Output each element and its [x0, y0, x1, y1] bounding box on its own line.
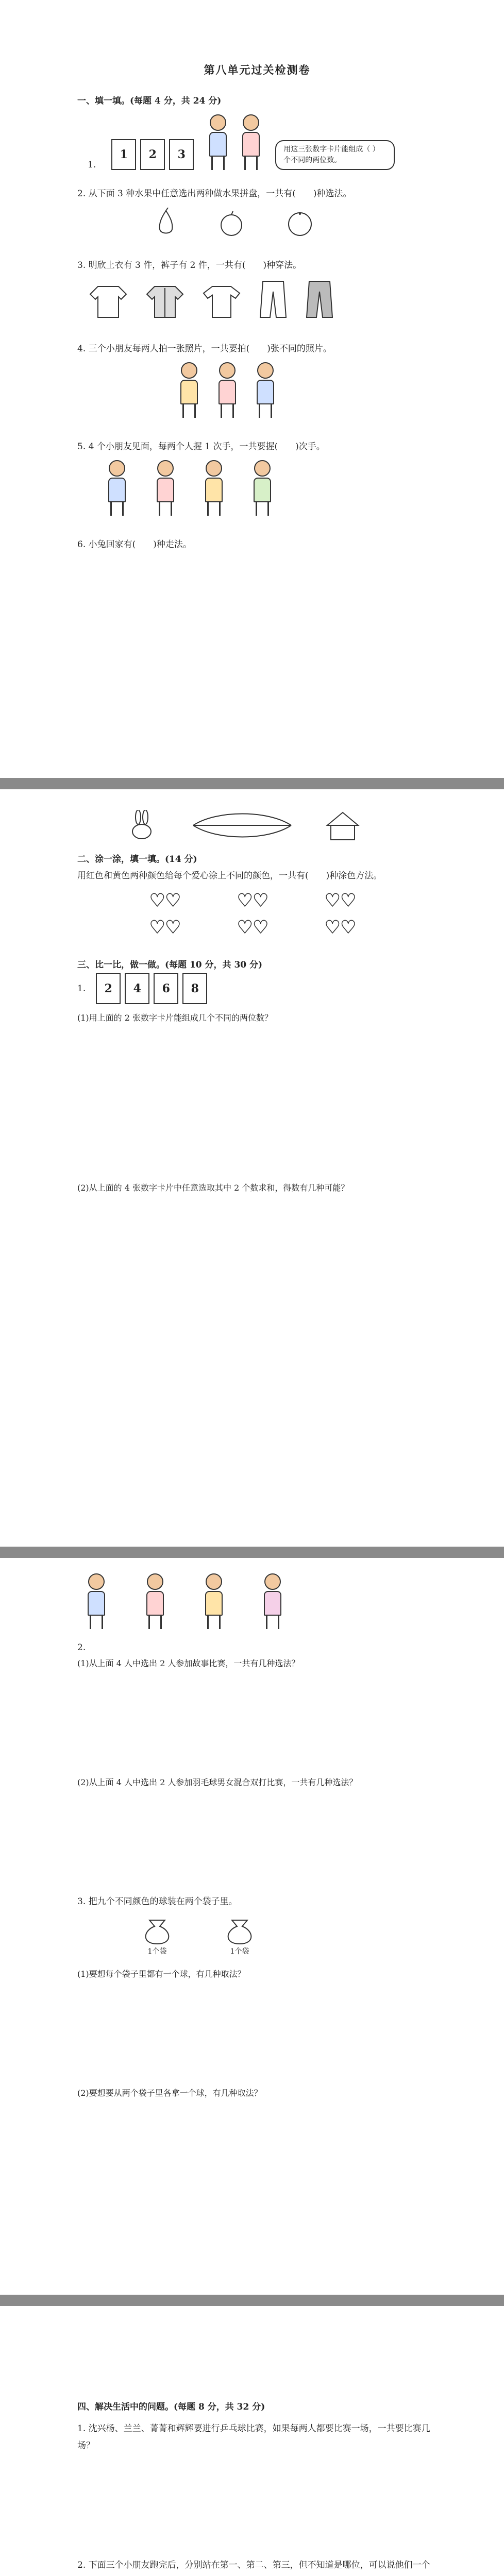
- kids-row: [77, 362, 437, 418]
- page-1: [0, 0, 504, 778]
- tshirt-icon: [201, 284, 242, 320]
- question-2: 2. 下面三个小朋友跑完后，分别站在第一、第二、第三，但不知道是哪位，可以说他们一个: [77, 2560, 430, 2570]
- orange-icon: [285, 211, 314, 236]
- question-3-part-1: (1)要想每个袋子里都有一个球，有几种取法？: [77, 1969, 246, 1979]
- bag-label: 1个袋: [147, 1947, 167, 1956]
- question-3-part-2: (2)要想要从两个袋子里各拿一个球，有几种取法？: [77, 2088, 262, 2098]
- heart-icon: ♥: [253, 917, 268, 938]
- question-1-part-2: (2)从上面的 4 张数字卡片中任意选取其中 2 个数求和，得数有几种可能？: [77, 1183, 349, 1193]
- rabbit-icon: [124, 810, 160, 841]
- question-1-part-1: (1)用上面的 2 张数字卡片能组成几个不同的两位数？: [77, 1012, 273, 1023]
- number-card: 4: [125, 973, 149, 1004]
- number-cards: [96, 973, 207, 1004]
- child-illustration: [205, 460, 223, 516]
- section-1-heading: 一、填一填。(每题 4 分，共 24 分): [77, 96, 222, 106]
- apple-icon: [219, 211, 244, 236]
- number-card: 1: [111, 139, 136, 170]
- pants-icon: [304, 279, 335, 320]
- child-illustration: [209, 114, 227, 170]
- heart-icon: ♥: [237, 917, 253, 938]
- question-1-label: 1.: [88, 160, 96, 171]
- bag-icon: [139, 1915, 175, 1946]
- child-illustration: [205, 1573, 223, 1629]
- question-coloring: 用红色和黄色两种颜色给每个爱心涂上不同的颜色，一共有( )种涂色方法。: [77, 871, 382, 882]
- page-title: 第八单元过关检测卷: [204, 63, 311, 76]
- bag-icon: [222, 1915, 258, 1946]
- heart-pair: [325, 919, 381, 936]
- page-separator: [0, 1547, 504, 1558]
- child-illustration: [146, 1573, 164, 1629]
- child-illustration: [108, 460, 126, 516]
- question-4: 4. 三个小朋友每两人拍一张照片，一共要拍( )张不同的照片。: [77, 343, 332, 354]
- kids-row: [77, 460, 437, 516]
- heart-pair: [237, 919, 294, 936]
- kids-row: [77, 1573, 437, 1629]
- number-cards: [111, 139, 194, 170]
- path-illustration: [77, 810, 437, 841]
- child-illustration: [254, 460, 271, 516]
- heart-icon: ♥: [253, 890, 268, 911]
- pants-icon: [258, 279, 289, 320]
- number-card: 2: [96, 973, 121, 1004]
- child-illustration: [219, 362, 236, 418]
- heart-pair: [325, 892, 381, 909]
- child-illustration: [264, 1573, 281, 1629]
- child-illustration: [157, 460, 174, 516]
- question-2-label: 2.: [77, 1642, 86, 1653]
- bags-row: [77, 1915, 437, 1956]
- pear-icon: [155, 208, 177, 236]
- heart-icon: ♥: [340, 917, 356, 938]
- section-4-heading: 四、解决生活中的问题。(每题 8 分，共 32 分): [77, 2402, 265, 2412]
- bag: [222, 1915, 258, 1956]
- page-separator: [0, 2295, 504, 2306]
- fruit-row: [77, 208, 437, 236]
- number-card: 6: [154, 973, 178, 1004]
- question-2-part-2: (2)从上面 4 人中选出 2 人参加羽毛球男女混合双打比赛，一共有几种选法？: [77, 1777, 358, 1787]
- heart-pair: [149, 919, 206, 936]
- child-illustration: [180, 362, 198, 418]
- heart-icon: ♥: [325, 917, 341, 938]
- question-5: 5. 4 个小朋友见面，每两个人握 1 次手，一共要握( )次手。: [77, 442, 325, 452]
- child-illustration: [242, 114, 260, 170]
- question-1: 1. 沈兴杨、兰兰、菁菁和辉辉要进行乒乓球比赛，如果每两人都要比赛一场，一共要比赛几场？: [77, 2424, 430, 2451]
- number-card: 2: [140, 139, 165, 170]
- number-card: 8: [182, 973, 207, 1004]
- number-card: 3: [169, 139, 194, 170]
- path-diagram: [191, 810, 294, 841]
- bag-label: 1个袋: [230, 1947, 249, 1956]
- section-2-heading: 二、涂一涂，填一填。(14 分): [77, 854, 197, 865]
- speech-bubble: 用这三张数字卡片能组成（ ）个不同的两位数。: [275, 140, 395, 170]
- question-3: 3. 把九个不同颜色的球装在两个袋子里。: [77, 1896, 238, 1907]
- heart-pair: [237, 892, 294, 909]
- question-3: 3. 明欣上衣有 3 件，裤子有 2 件，一共有( )种穿法。: [77, 260, 302, 270]
- page-separator: [0, 778, 504, 789]
- shirt-icon: [88, 284, 129, 320]
- section-3-heading: 三、比一比，做一做。(每题 10 分，共 30 分): [77, 959, 263, 970]
- heart-icon: ♥: [237, 890, 253, 911]
- question-2: 2. 从下面 3 种水果中任意选出两种做水果拼盘，一共有( )种选法。: [77, 189, 352, 199]
- page-3: [0, 1558, 504, 2295]
- heart-icon: ♥: [325, 890, 341, 911]
- heart-icon: ♥: [149, 890, 165, 911]
- heart-pair: [149, 892, 206, 909]
- hearts-grid: [77, 892, 437, 936]
- clothes-row: [77, 279, 437, 320]
- question-6: 6. 小兔回家有( )种走法。: [77, 539, 192, 550]
- heart-icon: ♥: [340, 890, 356, 911]
- question-1-label: 1.: [77, 983, 86, 994]
- heart-icon: ♥: [149, 917, 165, 938]
- child-illustration: [88, 1573, 105, 1629]
- house-icon: [325, 810, 361, 841]
- jacket-icon: [144, 284, 186, 320]
- child-illustration: [257, 362, 274, 418]
- bag: [139, 1915, 175, 1956]
- page-4: [0, 2306, 504, 2576]
- heart-icon: ♥: [165, 890, 181, 911]
- page-2: [0, 789, 504, 1547]
- heart-icon: ♥: [165, 917, 181, 938]
- question-2-part-1: (1)从上面 4 人中选出 2 人参加故事比赛，一共有几种选法？: [77, 1658, 300, 1669]
